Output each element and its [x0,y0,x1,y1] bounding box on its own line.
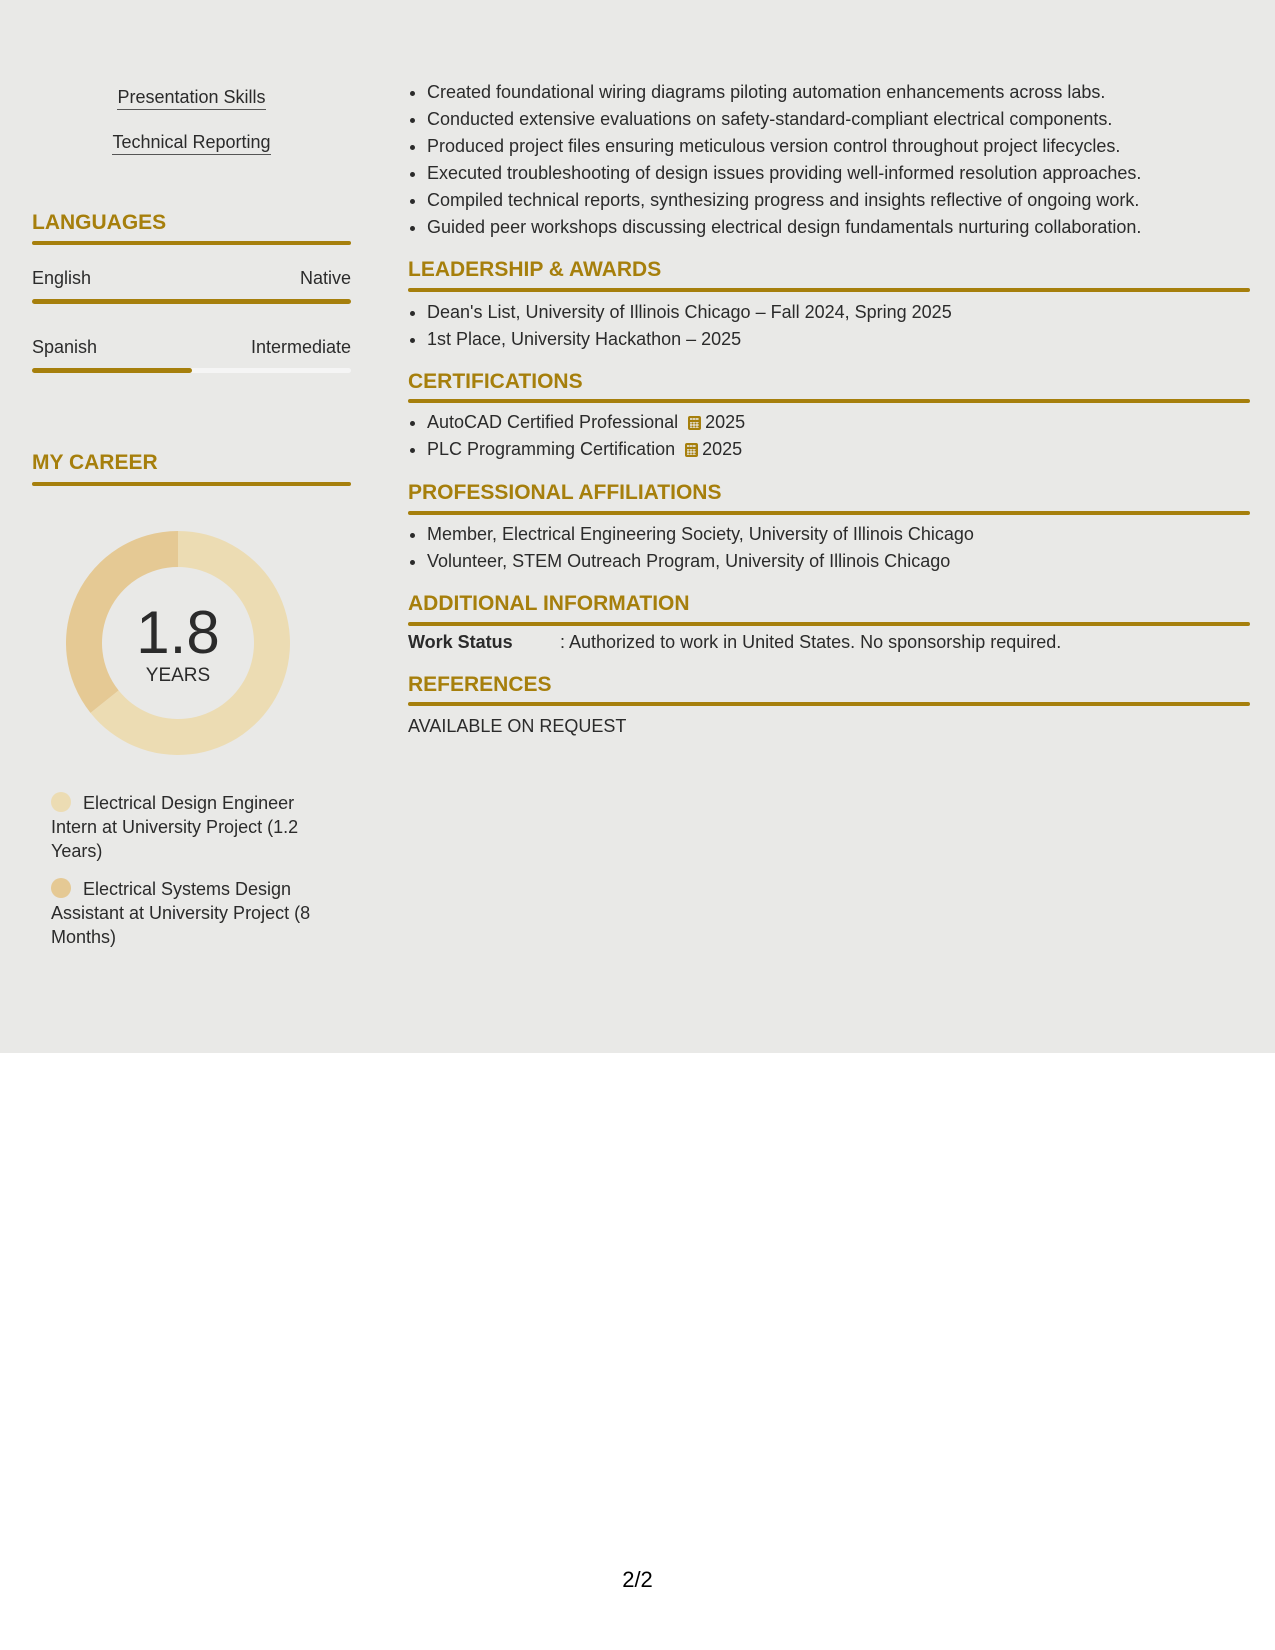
career-legend-item: Electrical Design Engineer Intern at University Project (1.2 Years) [51,793,299,861]
legend-dot [51,792,71,812]
leadership-heading: LEADERSHIP & AWARDS [408,258,662,281]
calendar-icon [688,416,701,430]
language-row [32,337,351,358]
page-number: 2/2 [622,1567,653,1592]
calendar-icon [685,443,698,457]
section-rule [32,482,351,486]
language-bar-fill [32,368,192,373]
references-heading: REFERENCES [408,673,552,696]
languages-heading: LANGUAGES [32,211,167,234]
work-status-label: Work Status [408,632,513,652]
legend-dot [51,878,71,898]
section-rule [408,399,1250,403]
bullet-item: • Executed troubleshooting of design issues providing well-informed resolution approaches. [427,160,1250,187]
career-total-years: 1.8 [136,599,220,666]
bullet-item: • Created foundational wiring diagrams piloting automation enhancements across labs. [427,79,1250,106]
language-level: Native [299,268,351,288]
additional-info-heading: ADDITIONAL INFORMATION [408,592,690,615]
career-legend-item: Electrical Systems Design Assistant at University Project (8 Months) [51,879,311,947]
certification-item: • PLC Programming Certification 2025 [427,436,1250,463]
award-item: • 1st Place, University Hackathon – 2025 [427,326,1250,353]
skill-tag: Presentation Skills [32,87,351,110]
language-bar [32,368,351,373]
language-level: Intermediate [250,337,351,357]
language-name: Spanish [32,337,98,357]
section-rule [408,511,1250,515]
certifications-heading: CERTIFICATIONS [408,370,583,393]
bullet-item: • Guided peer workshops discussing electrical design fundamentals nurturing collaboration. [427,214,1250,241]
career-total-unit: YEARS [145,665,211,686]
leadership-list [408,299,1250,353]
section-rule [408,702,1250,706]
references-text: AVAILABLE ON REQUEST [408,716,627,736]
affiliations-list [408,521,1250,575]
work-status-row [408,632,1061,653]
certification-item: • AutoCAD Certified Professional 2025 [427,409,1250,436]
language-row [32,268,351,289]
bullet-item: • Compiled technical reports, synthesizing progress and insights reflective of ongoing work. [427,187,1250,214]
experience-bullets [408,79,1250,241]
certifications-list [408,409,1250,463]
award-item: • Dean's List, University of Illinois Chicago – Fall 2024, Spring 2025 [427,299,1250,326]
affiliation-item: • Volunteer, STEM Outreach Program, University of Illinois Chicago [427,548,1250,575]
bullet-item: • Conducted extensive evaluations on safety-standard-compliant electrical components. [427,106,1250,133]
language-bar-fill [32,299,351,304]
affiliation-item: • Member, Electrical Engineering Society, University of Illinois Chicago [427,521,1250,548]
language-bar [32,299,351,304]
language-name: English [32,268,92,288]
section-rule [408,622,1250,626]
section-rule [408,288,1250,292]
section-rule [32,241,351,245]
career-heading: MY CAREER [32,451,158,474]
bullet-item: • Produced project files ensuring meticulous version control throughout project lifecycles. [427,133,1250,160]
affiliations-heading: PROFESSIONAL AFFILIATIONS [408,481,722,504]
work-status-value: : Authorized to work in United States. No sponsorship required. [560,632,1062,652]
skill-tag: Technical Reporting [32,132,351,155]
